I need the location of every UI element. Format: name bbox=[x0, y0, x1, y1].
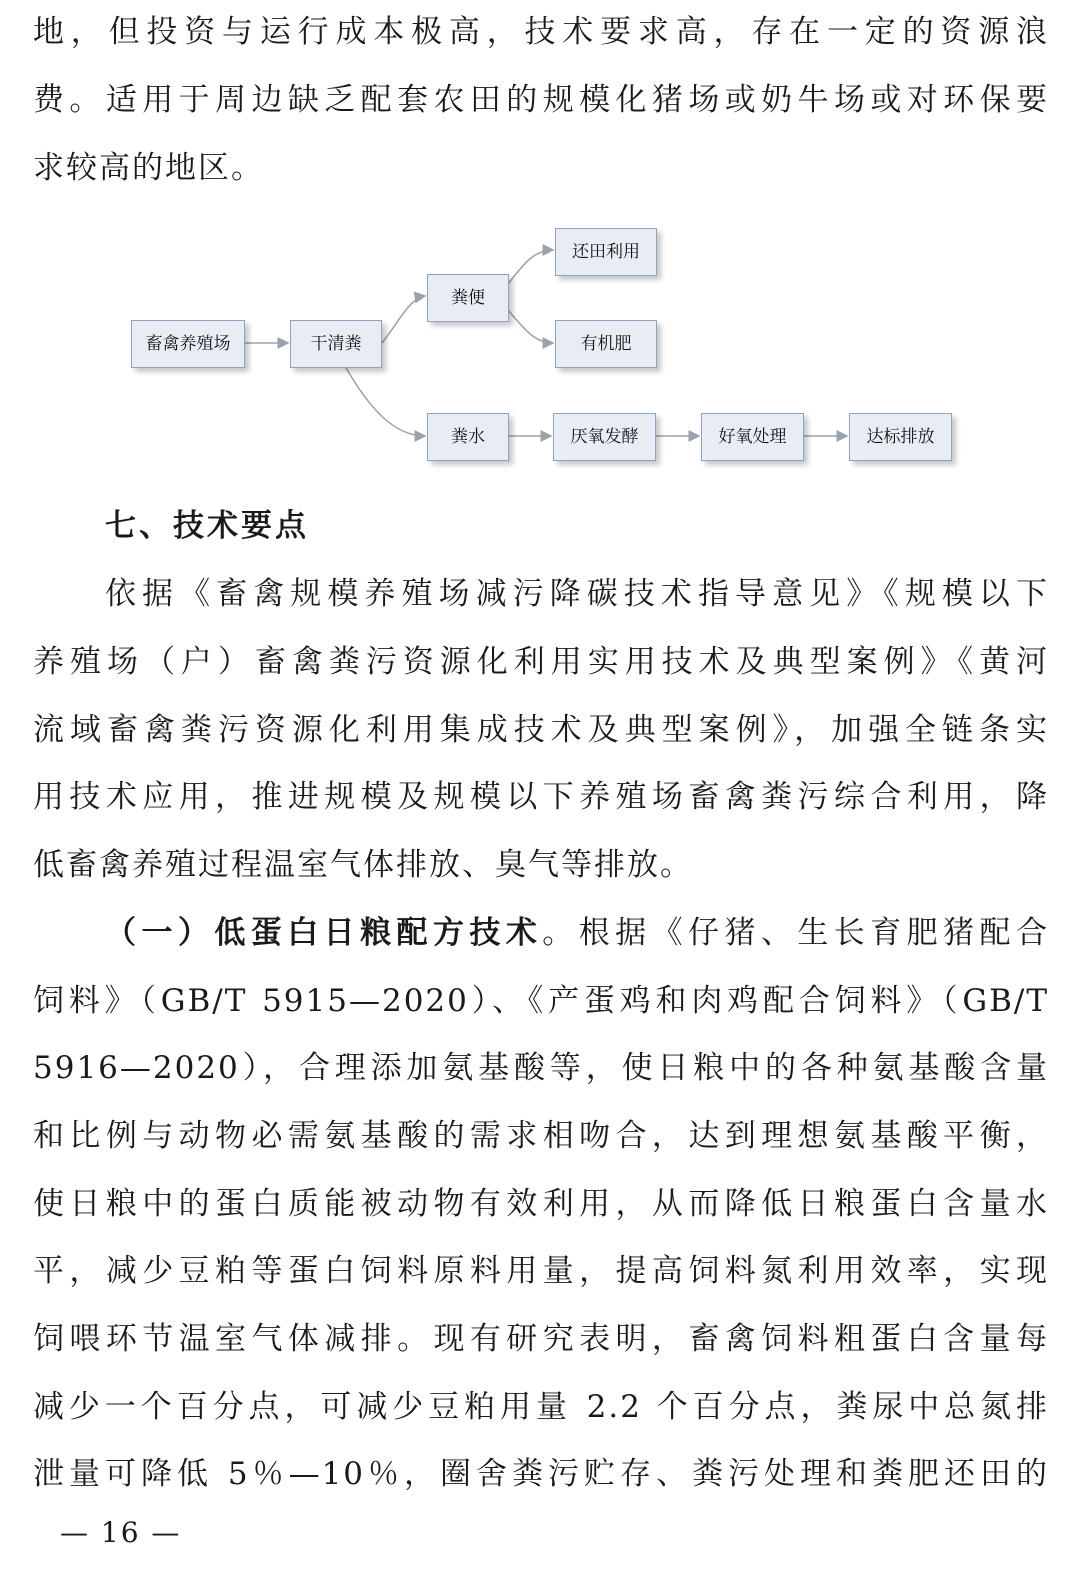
flow-node-wastewater: 粪水 bbox=[427, 413, 509, 461]
paragraph-line: 养殖场（户）畜禽粪污资源化利用实用技术及典型案例》《黄河 bbox=[33, 644, 1049, 680]
flow-node-aerobic: 好氧处理 bbox=[701, 413, 804, 461]
paragraph-line: 饲料》（GB/T 5915—2020）、《产蛋鸡和肉鸡配合饲料》（GB/T bbox=[33, 983, 1049, 1019]
paragraph-line: 依据《畜禽规模养殖场减污降碳技术指导意见》《规模以下 bbox=[105, 576, 1049, 612]
paragraph-line: 平，减少豆粕等蛋白饲料原料用量，提高饲料氮利用效率，实现 bbox=[33, 1253, 1049, 1289]
subsection-first-line bbox=[105, 913, 1049, 953]
flow-node-field-use: 还田利用 bbox=[555, 228, 657, 276]
arrow-manure-to-organic bbox=[508, 310, 553, 343]
paragraph-line: 5916—2020），合理添加氨基酸等，使日粮中的各种氨基酸含量 bbox=[33, 1050, 1049, 1086]
paragraph-line: 求较高的地区。 bbox=[33, 150, 264, 186]
paragraph-line: 地，但投资与运行成本极高，技术要求高，存在一定的资源浪 bbox=[33, 14, 1049, 50]
arrow-dryclean-to-wastewater bbox=[345, 366, 425, 436]
paragraph-line: 泄量可降低 5％—10％，圈舍粪污贮存、粪污处理和粪肥还田的 bbox=[33, 1456, 1049, 1492]
paragraph-line: 费。适用于周边缺乏配套农田的规模化猪场或奶牛场或对环保要 bbox=[33, 82, 1049, 118]
paragraph-line: 用技术应用，推进规模及规模以下养殖场畜禽粪污综合利用，降 bbox=[33, 779, 1049, 815]
subsection-first-rest: 。根据《仔猪、生长育肥猪配合 bbox=[542, 915, 1049, 951]
flow-node-manure: 粪便 bbox=[427, 274, 509, 322]
paragraph-line: 使日粮中的蛋白质能被动物有效利用，从而降低日粮蛋白含量水 bbox=[33, 1186, 1049, 1222]
paragraph-line: 低畜禽养殖过程温室气体排放、臭气等排放。 bbox=[33, 847, 693, 883]
page-number: — 16 — bbox=[60, 1516, 182, 1549]
paragraph-line: 和比例与动物必需氨基酸的需求相吻合，达到理想氨基酸平衡， bbox=[33, 1118, 1049, 1154]
flow-node-anaerobic: 厌氧发酵 bbox=[553, 413, 656, 461]
arrow-manure-to-field bbox=[508, 250, 553, 284]
section-heading: 七、技术要点 bbox=[105, 508, 309, 544]
paragraph-line: 流域畜禽粪污资源化利用集成技术及典型案例》，加强全链条实 bbox=[33, 712, 1049, 748]
flow-node-source: 畜禽养殖场 bbox=[131, 320, 245, 368]
flow-node-organic-fertilizer: 有机肥 bbox=[555, 320, 657, 368]
flow-node-discharge: 达标排放 bbox=[849, 413, 952, 461]
flow-node-dry-clean: 干清粪 bbox=[290, 320, 382, 368]
subsection-lead: （一）低蛋白日粮配方技术 bbox=[105, 915, 543, 951]
paragraph-line: 饲喂环节温室气体减排。现有研究表明，畜禽饲料粗蛋白含量每 bbox=[33, 1321, 1049, 1357]
arrow-dryclean-to-manure bbox=[382, 296, 425, 343]
paragraph-line: 减少一个百分点，可减少豆粕用量 2.2 个百分点，粪尿中总氮排 bbox=[33, 1389, 1049, 1425]
